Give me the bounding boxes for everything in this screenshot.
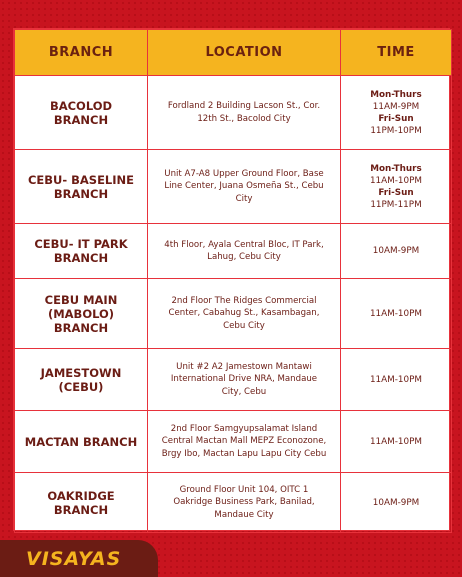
table-row — [15, 279, 452, 349]
branch-location — [148, 150, 341, 224]
branch-location — [148, 473, 341, 533]
branch-name-line: (MABOLO) — [47, 306, 115, 321]
branch-name — [15, 349, 148, 411]
branch-name-line: (CEBU) — [58, 379, 104, 394]
hours-time: 11AM-10PM — [369, 175, 423, 186]
branch-name-line: CEBU- BASELINE — [27, 172, 135, 187]
location-line: Ground Floor Unit 104, OITC 1 — [179, 484, 309, 495]
branch-name — [15, 150, 148, 224]
branch-name-line: BRANCH — [53, 251, 109, 265]
hours-time: 11PM-10PM — [370, 125, 422, 136]
hours-time: 11AM-9PM — [372, 101, 420, 112]
branch-name — [15, 473, 148, 533]
location-line: 2nd Floor Samgyupsalamat Island — [170, 423, 318, 434]
branch-name — [15, 76, 148, 150]
header-time: TIME — [341, 30, 452, 76]
location-line: 12th St., Bacolod City — [197, 113, 291, 124]
branch-location — [148, 411, 341, 473]
location-line: City, Cebu — [221, 386, 267, 397]
table-row — [15, 76, 452, 150]
hours-days-label: Fri-Sun — [378, 187, 414, 198]
branch-name-line: JAMESTOWN — [40, 365, 122, 380]
branch-hours — [341, 224, 452, 279]
branch-name-line: BRANCH — [53, 502, 109, 517]
hours-time: 11AM-10PM — [369, 308, 423, 319]
branch-location — [148, 76, 341, 150]
location-line: 2nd Floor The Ridges Commercial — [171, 295, 317, 306]
hours-time: 10AM-9PM — [372, 497, 420, 508]
branch-name-line: BRANCH — [53, 186, 109, 201]
location-line: Oakridge Business Park, Banilad, — [173, 497, 315, 508]
branch-table — [13, 28, 450, 531]
branch-name-line: MACTAN BRANCH — [24, 434, 138, 449]
location-line: Fordland 2 Building Lacson St., Cor. — [167, 101, 321, 111]
branch-hours — [341, 473, 452, 533]
location-line: 4th Floor, Ayala Central Bloc, IT Park, — [164, 239, 324, 250]
hours-time: 11AM-10PM — [369, 374, 423, 385]
location-line: Brgy Ibo, Mactan Lapu Lapu City Cebu — [161, 448, 327, 459]
table-header-row — [15, 30, 452, 76]
branch-hours — [341, 150, 452, 224]
header-location: LOCATION — [148, 30, 341, 76]
hours-days-label: Fri-Sun — [378, 113, 414, 124]
branch-name-line: BRANCH — [53, 112, 109, 127]
branch-hours — [341, 349, 452, 411]
table-row — [15, 349, 452, 411]
location-line: City — [235, 193, 253, 204]
hours-days-label: Mon-Thurs — [370, 89, 422, 100]
region-label: VISAYAS — [26, 548, 122, 570]
hours-time: 10AM-9PM — [372, 246, 420, 256]
location-line: Central Mactan Mall MEPZ Econozone, — [161, 436, 327, 447]
location-line: Lahug, Cebu City — [207, 252, 281, 262]
location-line: International Drive NRA, Mandaue — [170, 374, 318, 385]
location-line: Mandaue City — [214, 509, 274, 520]
branch-name — [15, 279, 148, 349]
location-line: Unit A7-A8 Upper Ground Floor, Base — [164, 168, 324, 179]
location-line: Cebu City — [223, 320, 265, 331]
branch-name-line: CEBU MAIN — [44, 292, 118, 307]
branch-name — [15, 224, 148, 279]
location-line: Line Center, Juana Osmeña St., Cebu — [164, 181, 324, 192]
branch-hours — [341, 279, 452, 349]
branch-name-line: BRANCH — [53, 320, 109, 335]
hours-time: 11AM-10PM — [369, 436, 423, 447]
branch-location — [148, 349, 341, 411]
branch-name — [15, 411, 148, 473]
table-row — [15, 150, 452, 224]
header-branch: BRANCH — [15, 30, 148, 76]
branch-location — [148, 224, 341, 279]
branch-name-line: CEBU- IT PARK — [34, 237, 128, 251]
branch-name-line: OAKRIDGE — [47, 488, 115, 503]
table-body — [15, 76, 452, 533]
location-line: Unit #2 A2 Jamestown Mantawi — [176, 361, 312, 372]
table-row — [15, 411, 452, 473]
branch-location — [148, 279, 341, 349]
branch-hours — [341, 411, 452, 473]
hours-days-label: Mon-Thurs — [370, 163, 422, 174]
location-line: Center, Cabahug St., Kasambagan, — [168, 308, 320, 319]
table-row — [15, 224, 452, 279]
hours-time: 11PM-11PM — [370, 199, 422, 210]
table-row — [15, 473, 452, 533]
branch-name-line: BACOLOD — [49, 98, 113, 113]
branch-hours — [341, 76, 452, 150]
